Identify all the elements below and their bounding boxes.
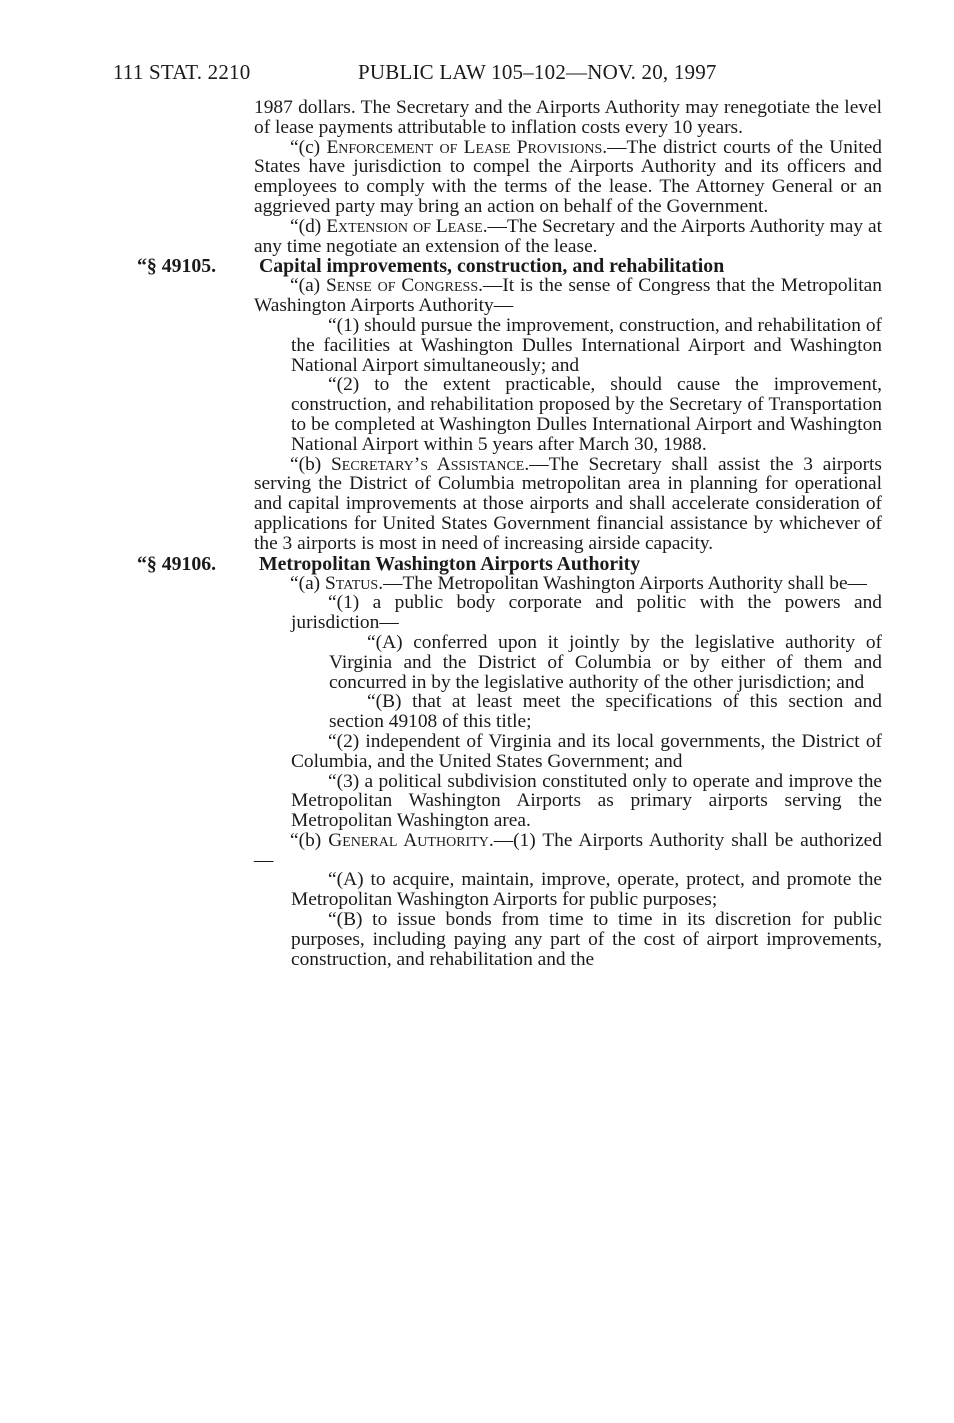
paragraph: “(A) to acquire, maintain, improve, operate, protect, and promote the Metropolitan Washington Airports for public purposes; — [291, 869, 882, 911]
public-law-title: PUBLIC LAW 105–102—NOV. 20, 1997 — [358, 60, 717, 84]
paragraph: “(2) independent of Virginia and its local governments, the District of Columbia, and the United States Government; and — [291, 730, 882, 772]
paragraph: “(2) to the extent practicable, should cause the improvement, construction, and rehabilitation proposed by the Secretary of Transportation to be completed at Washington Dulles International Airport and Washington National Airport within 5 years after March 30, 1988. — [291, 374, 882, 455]
paragraph: “(c) Enforcement of Lease Provisions.—The district courts of the United States have jurisdiction to compel the Airports Authority and its officers and employees to comply with the terms of the lease. The Attorney General or an aggrieved party may bring an action on behalf of the Government. — [254, 136, 882, 217]
section-title: Capital improvements, construction, and rehabilitation — [258, 255, 725, 278]
paragraph: “(b) Secretary’s Assistance.—The Secretary shall assist the 3 airports serving the District of Columbia metropolitan area in planning for operational and capital improvements at those airports and shall accelerate consideration of applications for United States Government financial assistance by whichever of the 3 airports is most in need of increasing airside capacity. — [254, 453, 882, 554]
paragraph: “(1) a public body corporate and politic with the powers and jurisdiction— — [291, 592, 882, 634]
paragraph: “(d) Extension of Lease.—The Secretary and the Airports Authority may at any time negotiate an extension of the lease. — [254, 215, 882, 257]
statute-citation: 111 STAT. 2210 — [113, 60, 251, 84]
subsection-heading: Extension of Lease. — [326, 215, 488, 237]
paragraph: “(a) Sense of Congress.—It is the sense of Congress that the Metropolitan Washington Airports Authority— — [254, 275, 882, 317]
subsection-heading: Sense of Congress. — [325, 275, 483, 297]
paragraph: 1987 dollars. The Secretary and the Airports Authority may renegotiate the level of lease payments attributable to inflation costs every 10 years. — [254, 97, 882, 138]
paragraph: “(a) Status.—The Metropolitan Washington Airports Authority shall be— — [290, 572, 867, 594]
paragraph: “(b) General Authority.—(1) The Airports Authority shall be authorized— — [254, 829, 882, 871]
section-heading: “§ 49106. Metropolitan Washington Airports Authority — [137, 552, 641, 575]
section-heading: “§ 49105. Capital improvements, construction, and rehabilitation — [137, 255, 725, 278]
section-title: Metropolitan Washington Airports Authority — [258, 552, 641, 575]
subsection-heading: Secretary’s Assistance. — [331, 453, 530, 475]
subsection-heading: Status. — [324, 572, 384, 594]
subsection-heading: General Authority. — [328, 829, 494, 851]
document-body — [137, 97, 882, 970]
paragraph: “(3) a political subdivision constituted only to operate and improve the Metropolitan Washington Airports as primary airports serving the Metropolitan Washington area. — [291, 770, 882, 832]
paragraph: “(B) that at least meet the specifications of this section and section 49108 of this title; — [329, 691, 882, 733]
subsection-heading: Enforcement of Lease Provisions. — [326, 136, 608, 158]
paragraph: “(1) should pursue the improvement, construction, and rehabilitation of the facilities at Washington Dulles International Airport and Washington National Airport simultaneously; and — [291, 314, 882, 376]
paragraph: “(B) to issue bonds from time to time in its discretion for public purposes, including paying any part of the cost of airport improvements, construction, and rehabilitation and the — [291, 909, 882, 970]
paragraph: “(A) conferred upon it jointly by the legislative authority of Virginia and the District of Columbia or by either of them and concurred in by the legislative authority of the other jurisdiction; and — [329, 631, 882, 693]
